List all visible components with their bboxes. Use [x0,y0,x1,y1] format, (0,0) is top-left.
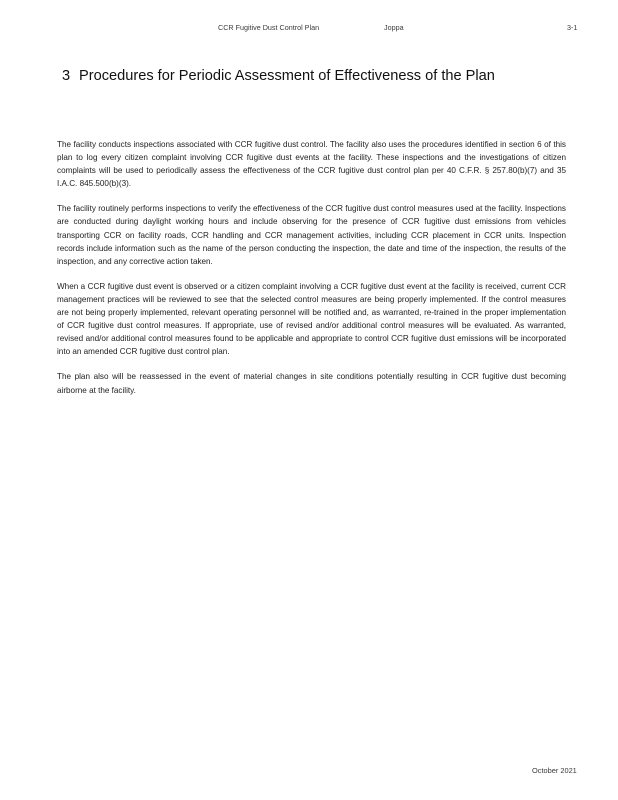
paragraph-dust-event-response: When a CCR fugitive dust event is observed or a citizen complaint involving a CCR fugitive dust event at the facility is received, current CCR management practices will be reviewed to see that the selected control measures are being properly implemented. If the control measures are not being properly implemented, relevant operating personnel will be notified and, as warranted, re-trained in the proper implementation of CCR fugitive dust control measures. If appropriate, use of revised and/or additional control measures will be evaluated. As warranted, revised and/or additional control measures found to be applicable and appropriate to control CCR fugitive dust emissions will be incorporated into an amended CCR fugitive dust control plan. [57,281,566,357]
section-title: Procedures for Periodic Assessment of Effectiveness of the Plan [79,68,495,84]
section-heading [62,68,582,84]
paragraph-reassessment: The plan also will be reassessed in the event of material changes in site conditions potentially resulting in CCR fugitive dust becoming airborne at the facility. [57,372,566,395]
page-header [0,23,618,35]
header-document-title: CCR Fugitive Dust Control Plan [218,23,320,32]
header-page-number: 3-1 [567,23,578,32]
footer-date: October 2021 [532,766,577,775]
paragraph-routine-inspections: The facility routinely performs inspections to verify the effectiveness of the CCR fugitive dust control measures used at the facility. Inspections are conducted during daylight working hours and include observing for the presence of CCR fugitive dust emissions from vehicles transporting CCR on facility roads, CCR handling and CCR management activities, including CCR placement in CCR units. Inspection records include information such as the name of the person conducting the inspection, the date and time of the inspection, the results of the inspection, and any corrective action taken. [57,204,566,266]
section-number: 3 [62,68,71,84]
body-text [57,138,566,409]
header-company: Joppa [384,23,404,32]
paragraph-inspections: The facility conducts inspections associated with CCR fugitive dust control. The facility also uses the procedures identified in section 6 of this plan to log every citizen complaint involving CCR fugitive dust events at the facility. These inspections and the investigations of citizen complaints will be used to periodically assess the effectiveness of the CCR fugitive dust control plan per 40 C.F.R. § 257.80(b)(7) and 35 I.A.C. 845.500(b)(3). [57,140,566,189]
